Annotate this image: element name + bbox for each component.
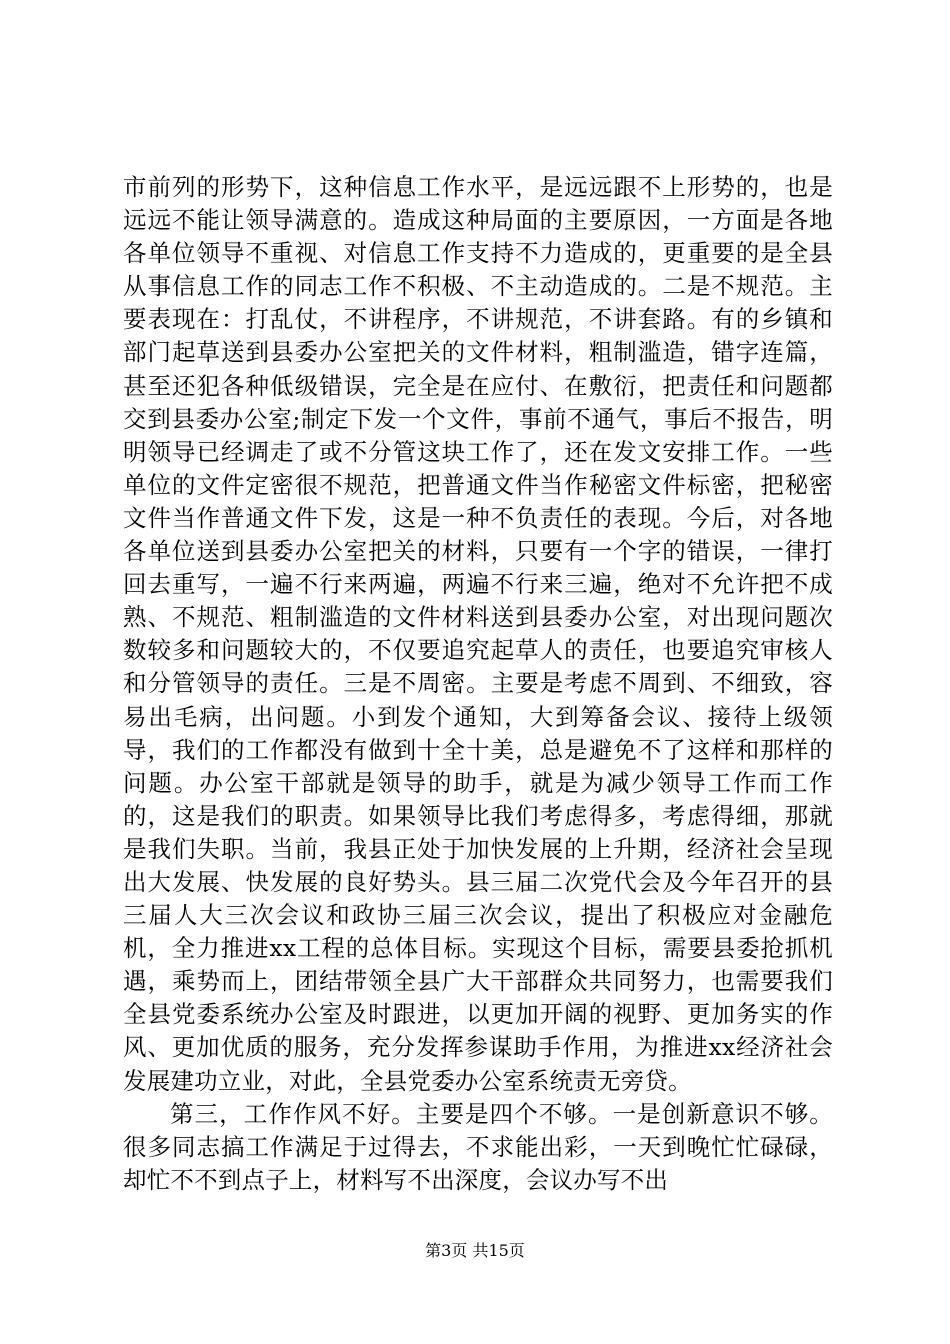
page-number-label: 第3页 共15页 (425, 1241, 525, 1260)
paragraph-third-point: 第三，工作作风不好。主要是四个不够。一是创新意识不够。很多同志搞工作满足于过得去，不求能出彩，一天到晚忙忙碌碌，却忙不不到点子上，材料写不出深度，会议办写不出 (123, 1099, 833, 1194)
document-body (123, 171, 833, 1197)
paragraph-continued: 市前列的形势下，这种信息工作水平，是远远跟不上形势的，也是远远不能让领导满意的。造成这种局面的主要原因，一方面是各地各单位领导不重视、对信息工作支持不力造成的，更重要的是全县从事信息工作的同志工作不积极、不主动造成的。二是不规范。主要表现在：打乱仗，不讲程序，不讲规范，不讲套路。有的乡镇和部门起草送到县委办公室把关的文件材料，粗制滥造，错字连篇，甚至还犯各种低级错误，完全是在应付、在敷衍，把责任和问题都交到县委办公室;制定下发一个文件，事前不通气，事后不报告，明明领导已经调走了或不分管这块工作了，还在发文安排工作。一些单位的文件定密很不规范，把普通文件当作秘密文件标密，把秘密文件当作普通文件下发，这是一种不负责任的表现。今后，对各地各单位送到县委办公室把关的材料，只要有一个字的错误，一律打回去重写，一遍不行来两遍，两遍不行来三遍，绝对不允许把不成熟、不规范、粗制滥造的文件材料送到县委办公室，对出现问题次数较多和问题较大的，不仅要追究起草人的责任，也要追究审核人和分管领导的责任。三是不周密。主要是考虑不周到、不细致，容易出毛病，出问题。小到发个通知，大到筹备会议、接待上级领导，我们的工作都没有做到十全十美，总是避免不了这样和那样的问题。办公室干部就是领导的助手，就是为减少领导工作而工作的，这是我们的职责。如果领导比我们考虑得多，考虑得细，那就是我们失职。当前，我县正处于加快发展的上升期，经济社会呈现出大发展、快发展的良好势头。县三届二次党代会及今年召开的县三届人大三次会议和政协三届三次会议，提出了积极应对金融危机，全力推进xx工程的总体目标。实现这个目标，需要县委抢抓机遇，乘势而上，团结带领全县广大干部群众共同努力，也需要我们全县党委系统办公室及时跟进，以更加开阔的视野、更加务实的作风、更加优质的服务，充分发挥参谋助手作用，为推进xx经济社会发展建功立业，对此，全县党委办公室系统责无旁贷。 (123, 173, 833, 1095)
page-footer (0, 1241, 950, 1261)
